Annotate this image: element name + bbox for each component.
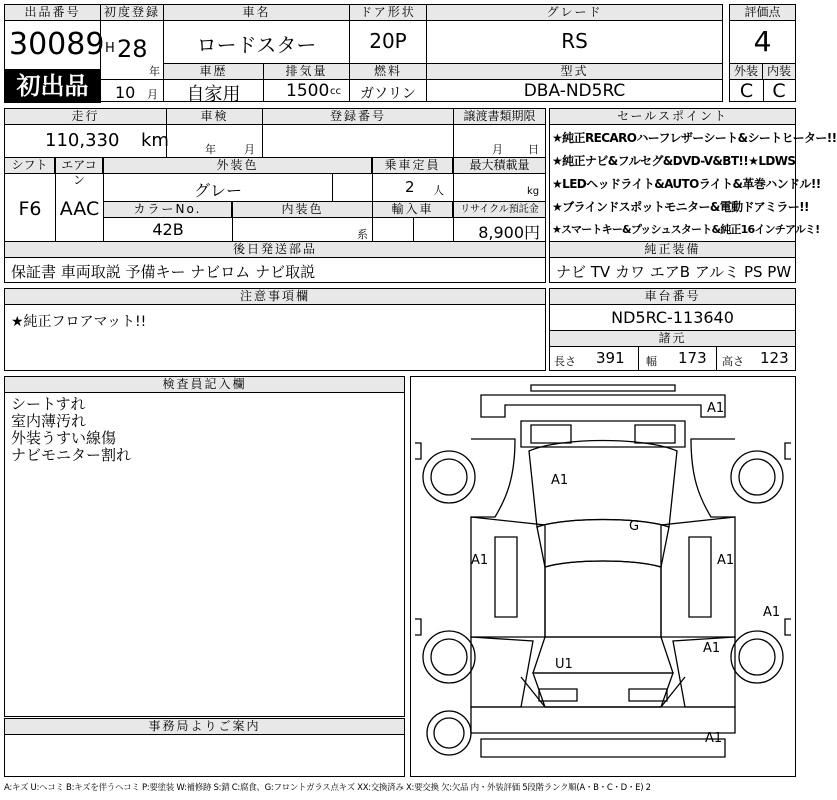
interior-grade: C [772,80,786,102]
inspector-note: 室内薄汚れ [11,412,87,430]
dims-title: 諸元 [550,331,795,347]
later-parts-value: 保証書 車両取説 予備キー ナビロム ナビ取説 [11,263,316,281]
later-parts-box [4,241,546,283]
color-code-label: カラーNo. [104,202,232,218]
ext-int-box [729,63,796,102]
car-outline-svg [411,377,795,776]
door-type-value: 20P [369,29,407,53]
registration-month: 10 [115,83,136,102]
later-parts-title: 後日発送部品 [5,242,545,258]
caution-value: ★純正フロアマット!! [11,314,147,330]
interior-color-unit: 系 [357,228,368,241]
plate-label: 登録番号 [263,109,453,125]
fuel-box [349,63,427,102]
recycle-value: 8,900円 [478,223,540,242]
month-unit: 月 [147,88,158,101]
car-name-label: 車名 [164,5,349,21]
first-registration-label: 初度登録 [101,5,163,21]
lot-number-label: 出品番号 [5,5,100,21]
transfer-day-unit: 日 [528,143,539,156]
interior-color-label: 内装色 [233,202,372,218]
displacement-label: 排気量 [264,64,349,80]
damage-tag-rear-deck: A1 [551,473,569,488]
grade-label: グレード [427,5,722,21]
chassis-value: ND5RC-113640 [611,308,734,327]
fuel-label: 燃料 [350,64,426,80]
sales-points-title: セールスポイント [550,109,795,125]
displacement-box [263,63,350,102]
first-registration-box [100,4,164,102]
sales-point-line: ★ブラインドスポットモニター&電動ドアミラー!! [552,200,809,214]
history-label: 車歴 [164,64,263,80]
inspector-title: 検査員記入欄 [5,377,404,393]
year-unit: 年 [149,65,160,78]
sales-point-line: ★純正ナビ&フルセグ&DVD-V&BT!!★LDWS [552,154,796,168]
exterior-grade: C [739,80,754,102]
width-value: 173 [678,349,707,367]
height-label: 高さ [722,355,744,368]
color-label: 外装色 [104,158,372,174]
score-label: 評価点 [730,5,795,21]
shift-label: シフト [5,158,55,174]
inspection-box [166,108,263,158]
door-type-box [349,4,427,64]
model-value: DBA-ND5RC [523,81,626,101]
first-listing-badge: 初出品 [4,69,101,103]
era-letter: H [105,41,115,56]
model-label: 型式 [427,64,722,80]
seats-value: 2 [405,178,415,196]
office-title: 事務局よりご案内 [5,719,404,735]
history-value: 自家用 [186,84,241,105]
chassis-box [549,288,796,371]
car-damage-diagram [410,376,796,777]
shift-value: F6 [18,198,42,220]
lot-number-value: 30089 [9,27,105,62]
ac-label: エアコン [56,158,103,174]
transfer-label: 譲渡書類期限 [454,109,545,125]
color-code-value: 42B [152,220,184,239]
color-value: グレー [193,181,242,200]
score-value: 4 [753,25,772,58]
displacement-unit: cc [330,86,341,97]
lot-number-box [4,4,105,102]
grade-value: RS [561,29,588,53]
import-label: 輸入車 [373,202,453,218]
grade-box [426,4,723,64]
height-value: 123 [760,349,789,367]
inspector-note: 外装うすい線傷 [11,429,117,447]
sales-point-line: ★純正RECAROハーフレザーシート&シートヒーター!! [552,131,837,145]
load-label: 最大積載量 [454,158,545,174]
damage-tag-right-door: A1 [717,553,735,568]
history-box [163,63,264,105]
mileage-unit: km [141,130,169,151]
damage-tag-windshield: G [629,519,640,534]
door-type-label: ドア形状 [350,5,426,21]
sales-point-line: ★スマートキー&プッシュスタート&純正16インチアルミ! [552,223,820,236]
mileage-box [4,108,167,158]
damage-tag-right-fender: A1 [763,605,781,620]
plate-box [262,108,454,158]
inspector-note: ナビモニター割れ [11,446,132,464]
inspector-note: シートすれ [11,395,86,413]
damage-tag-bottom: A1 [705,731,723,746]
equipment-value: ナビ TV カワ エアB アルミ PS PW [556,263,792,281]
caution-title: 注意事項欄 [5,289,545,305]
ac-value: AAC [59,198,100,220]
transfer-box [453,108,546,158]
recycle-label: リサイクル預託金 [454,202,545,218]
mileage-value: 110,330 [45,130,120,151]
fuel-value: ガソリン [360,86,416,102]
inspection-label: 車検 [167,109,262,125]
damage-tag-trunk: U1 [555,657,573,672]
exterior-label: 外装 [730,64,763,80]
car-name-value: ロードスター [196,33,317,57]
inspection-month-unit: 月 [244,143,255,156]
transfer-month-unit: 月 [492,143,503,156]
score-box [729,4,796,64]
damage-legend: A:キズ U:ヘコミ B:キズを伴うヘコミ P:要塗装 W:補修跡 S:錆 C:腐食、G:フロントガラス点キズ XX:交換済み X:要交換 欠:欠品 内・外装評価 5段階ランク順(A・B・C・D・E) 2 [4,783,651,793]
registration-year: 28 [117,35,148,63]
seats-unit: 人 [433,184,444,197]
damage-tag-rear-quarter: A1 [703,641,721,656]
seats-label: 乗車定員 [373,158,453,174]
sales-point-line: ★LEDヘッドライト&AUTOライト&革巻ハンドル!! [552,177,821,191]
equipment-box [549,241,796,283]
length-value: 391 [596,349,625,367]
load-unit: kg [527,186,540,197]
mileage-label: 走行 [5,109,166,125]
inspection-year-unit: 年 [205,143,216,156]
displacement-value: 1500 [286,81,330,101]
chassis-title: 車台番号 [550,289,795,305]
equipment-title: 純正装備 [550,242,795,258]
model-box [426,63,723,102]
inspector-box [4,376,405,717]
interior-label: 内装 [763,64,795,80]
damage-tag-left-door: A1 [471,553,489,568]
office-box [4,718,405,777]
width-label: 幅 [646,355,657,368]
caution-box [4,288,546,371]
sales-points-box [549,108,837,242]
length-label: 長さ [554,355,576,368]
damage-tag-roof-rear: A1 [707,401,725,416]
spec-grid [4,157,546,242]
car-name-box [163,4,350,64]
